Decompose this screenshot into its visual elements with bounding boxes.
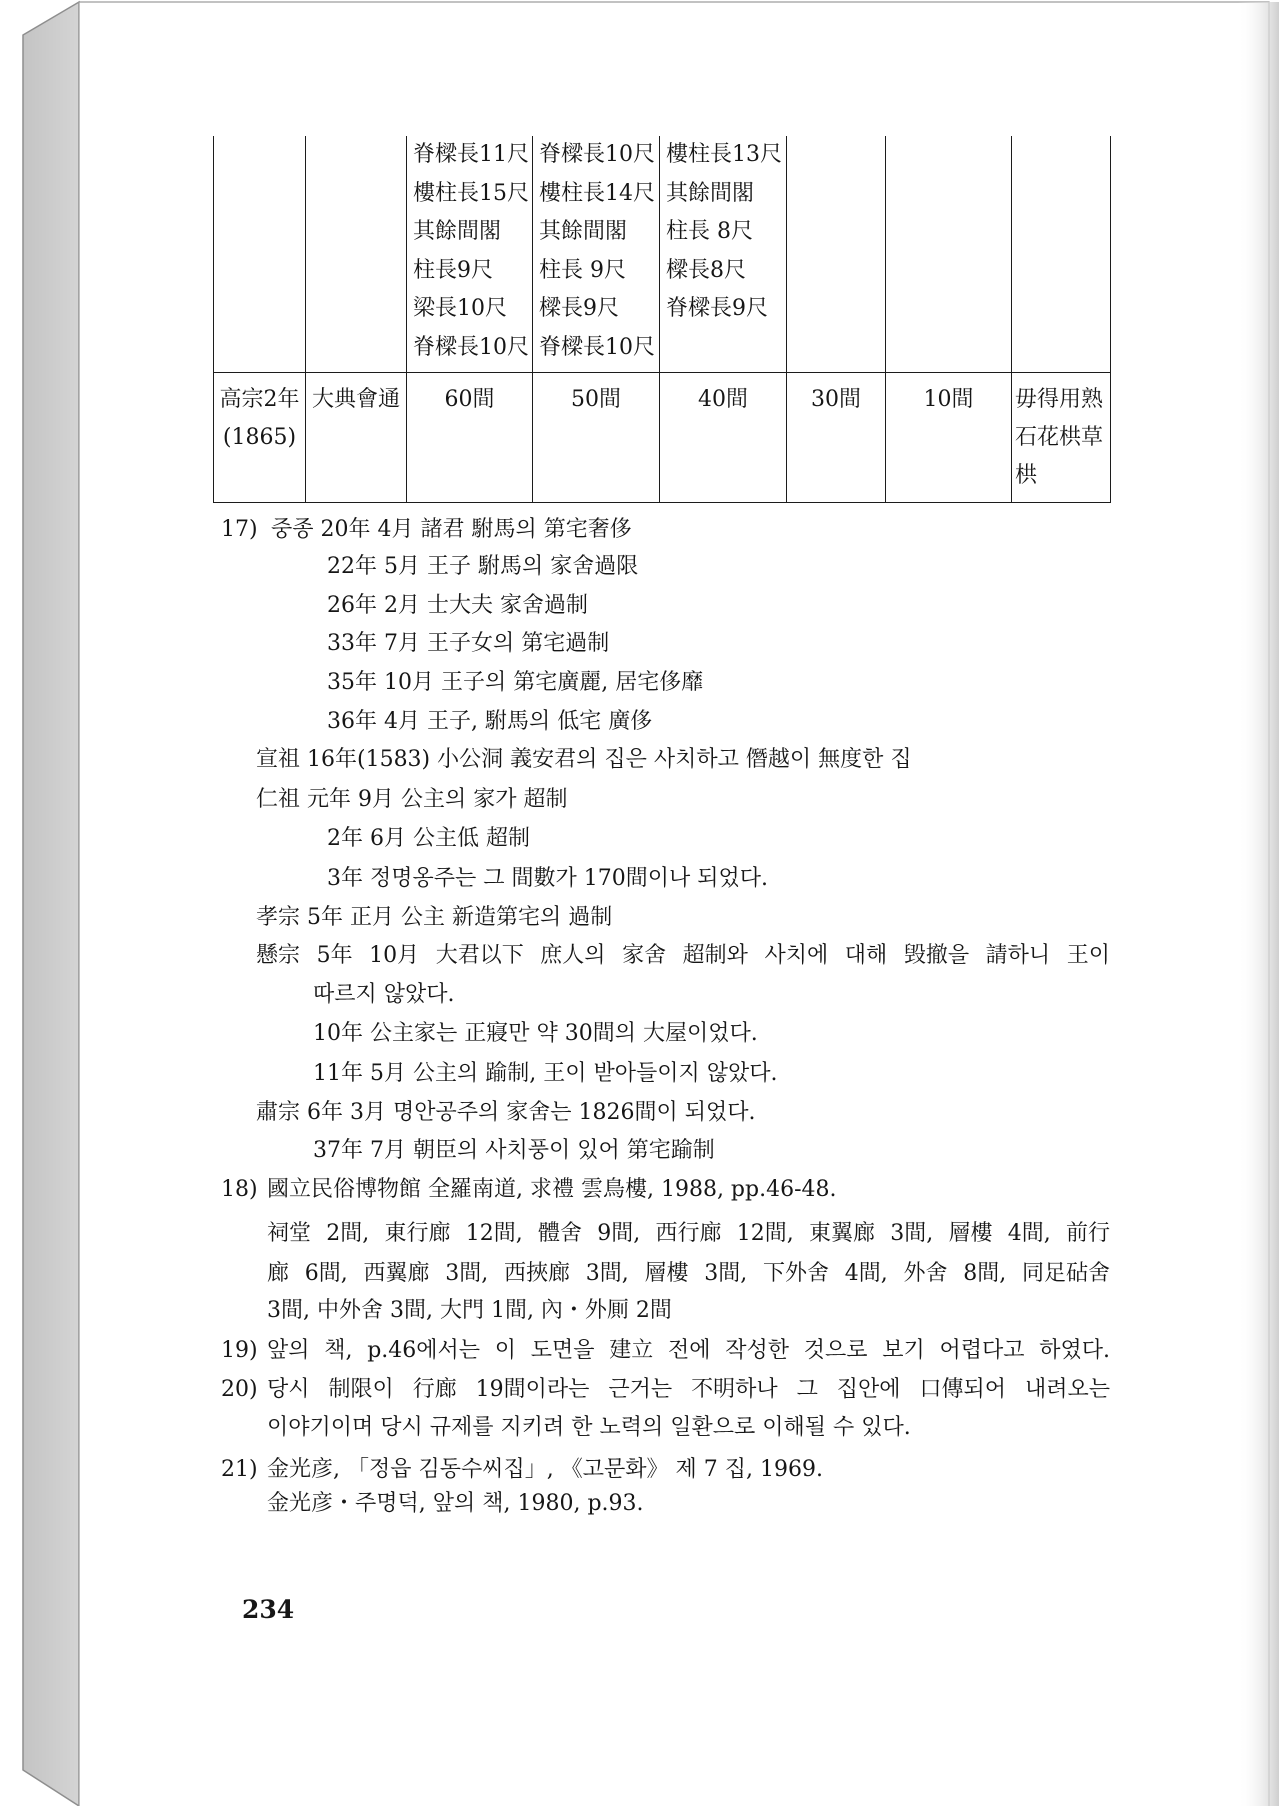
page-edge-shadow [1238, 2, 1279, 1806]
footnote-number: 17) [221, 517, 258, 542]
cell-line: 脊樑長11尺 [413, 142, 529, 167]
cell-line: 栱 [1015, 463, 1038, 488]
footnote-17-line: 따르지 않았다. [313, 982, 455, 1007]
footnote-19-line: 앞의 책, p.46에서는 이 도면을 建立 전에 작성한 것으로 보기 어렵다고 하였다. [267, 1338, 1110, 1363]
cell-line: 樑長9尺 [539, 296, 619, 322]
footnote-number: 21) [221, 1457, 258, 1482]
cell-line: 毋得用熟 [1015, 387, 1104, 412]
footnote-17-line: 10年 公主家는 正寢만 약 30間의 大屋이었다. [313, 1021, 758, 1046]
cell-line: 樓柱長13尺 [666, 142, 782, 167]
cell-line: 柱長9尺 [413, 257, 493, 283]
footnote-21-line: 金光彦, 「정읍 김동수씨집」, 《고문화》 제 7 집, 1969. [267, 1457, 823, 1482]
cell-line: 其餘間閣 [666, 180, 755, 206]
cell-value: 50間 [571, 387, 621, 412]
table-cell-col8 [1012, 136, 1111, 373]
table-cell-col5 [660, 136, 787, 373]
table-cell-col3 [407, 373, 533, 503]
footnote-number: 19) [221, 1338, 258, 1363]
footnote-17-line: 11年 5月 公主의 踰制, 王이 받아들이지 않았다. [313, 1061, 778, 1086]
cell-value: 60間 [444, 387, 495, 412]
book-spine [23, 2, 79, 1806]
cell-value: 30間 [811, 387, 861, 412]
cell-line: (1865) [222, 425, 297, 450]
cell-line: 高宗2年 [219, 387, 300, 412]
table-cell-col6 [787, 373, 886, 503]
cell-line: 其餘間閣 [539, 219, 628, 245]
footnote-17-line: 3年 정명옹주는 그 間數가 170間이나 되었다. [327, 866, 768, 891]
cell-line: 梁長10尺 [413, 296, 507, 322]
cell-value: 10間 [923, 387, 974, 412]
cell-line: 脊樑長10尺 [413, 334, 529, 360]
footnote-17-line: 懸宗 5年 10月 大君以下 庶人의 家舍 超制와 사치에 대해 毁撤을 請하니 王이 [256, 943, 1110, 968]
page-number: 234 [242, 1595, 295, 1624]
footnote-20-line: 이야기이며 당시 규제를 지키려 한 노력의 일환으로 이해될 수 있다. [267, 1415, 911, 1440]
table-cell-col8 [1012, 373, 1111, 503]
cell-line: 脊樑長10尺 [539, 142, 655, 167]
cell-value: 40間 [698, 387, 748, 412]
footnote-17-line: 33年 7月 王子女의 第宅過制 [327, 631, 610, 656]
footnote-17-line: 2年 6月 公主低 超制 [327, 826, 530, 851]
cell-line: 石花栱草 [1015, 425, 1104, 450]
table-cell-source [306, 373, 407, 503]
cell-line: 脊樑長10尺 [539, 334, 655, 360]
table-cell-col7 [886, 136, 1012, 373]
footnote-17-line: 肅宗 6年 3月 명안공주의 家舍는 1826間이 되었다. [256, 1100, 756, 1125]
footnote-18-line: 廊 6間, 西翼廊 3間, 西挾廊 3間, 層樓 3間, 下外舍 4間, 外舍 8間, 同足砧舍 [267, 1261, 1110, 1286]
footnote-21-line: 金光彦・주명덕, 앞의 책, 1980, p.93. [267, 1491, 644, 1516]
table-cell-period [214, 373, 306, 503]
cell-line: 大典會通 [311, 387, 400, 412]
footnote-17-line: 37年 7月 朝臣의 사치풍이 있어 第宅踰制 [313, 1138, 715, 1163]
table-cell-source [306, 136, 407, 373]
footnote-number: 20) [221, 1377, 258, 1402]
cell-line: 樓柱長14尺 [539, 180, 655, 206]
cell-line: 脊樑長9尺 [666, 296, 768, 322]
footnote-17-line: 22年 5月 王子 駙馬의 家舍過限 [327, 554, 639, 579]
footnote-20-line: 당시 制限이 行廊 19間이라는 근거는 不明하나 그 집안에 口傳되어 내려오는 [267, 1377, 1110, 1402]
cell-line: 其餘間閣 [413, 219, 502, 245]
table-cell-col3 [407, 136, 533, 373]
footnote-17-line: 孝宗 5年 正月 公主 新造第宅의 過制 [256, 905, 613, 930]
footnote-17-line: 중종 20年 4月 諸君 駙馬의 第宅奢侈 [271, 517, 632, 542]
cell-line: 樓柱長15尺 [413, 180, 529, 206]
footnote-17-line: 宣祖 16年(1583) 小公洞 義安君의 집은 사치하고 僭越이 無度한 집 [256, 747, 912, 772]
cell-line: 柱長 9尺 [539, 257, 626, 283]
footnote-17-line: 26年 2月 士大夫 家舍過制 [327, 593, 588, 618]
table-cell-col4 [533, 373, 660, 503]
table-cell-col6 [787, 136, 886, 373]
footnote-17-line: 35年 10月 王子의 第宅廣麗, 居宅侈靡 [327, 670, 704, 695]
footnote-18-line: 祠堂 2間, 東行廊 12間, 體舍 9間, 西行廊 12間, 東翼廊 3間, 層樓 4間, 前行 [267, 1221, 1110, 1246]
cell-line: 樑長8尺 [666, 257, 746, 283]
table-row-continued [214, 136, 1111, 373]
footnote-18-line: 國立民俗博物館 全羅南道, 求禮 雲鳥樓, 1988, pp.46-48. [267, 1177, 837, 1202]
table-cell-period [214, 136, 306, 373]
table-cell-col7 [886, 373, 1012, 503]
footnote-17-line: 36年 4月 王子, 駙馬의 低宅 廣侈 [327, 709, 653, 734]
footnote-17-line: 仁祖 元年 9月 公主의 家가 超制 [256, 787, 568, 812]
footnote-number: 18) [221, 1177, 258, 1202]
footnote-18-line: 3間, 中外舍 3間, 大門 1間, 內・外厠 2間 [267, 1298, 672, 1323]
building-regulation-table [213, 136, 1111, 503]
table-row-gojong [214, 373, 1111, 503]
cell-line: 柱長 8尺 [666, 219, 753, 245]
table-cell-col5 [660, 373, 787, 503]
table-cell-col4 [533, 136, 660, 373]
